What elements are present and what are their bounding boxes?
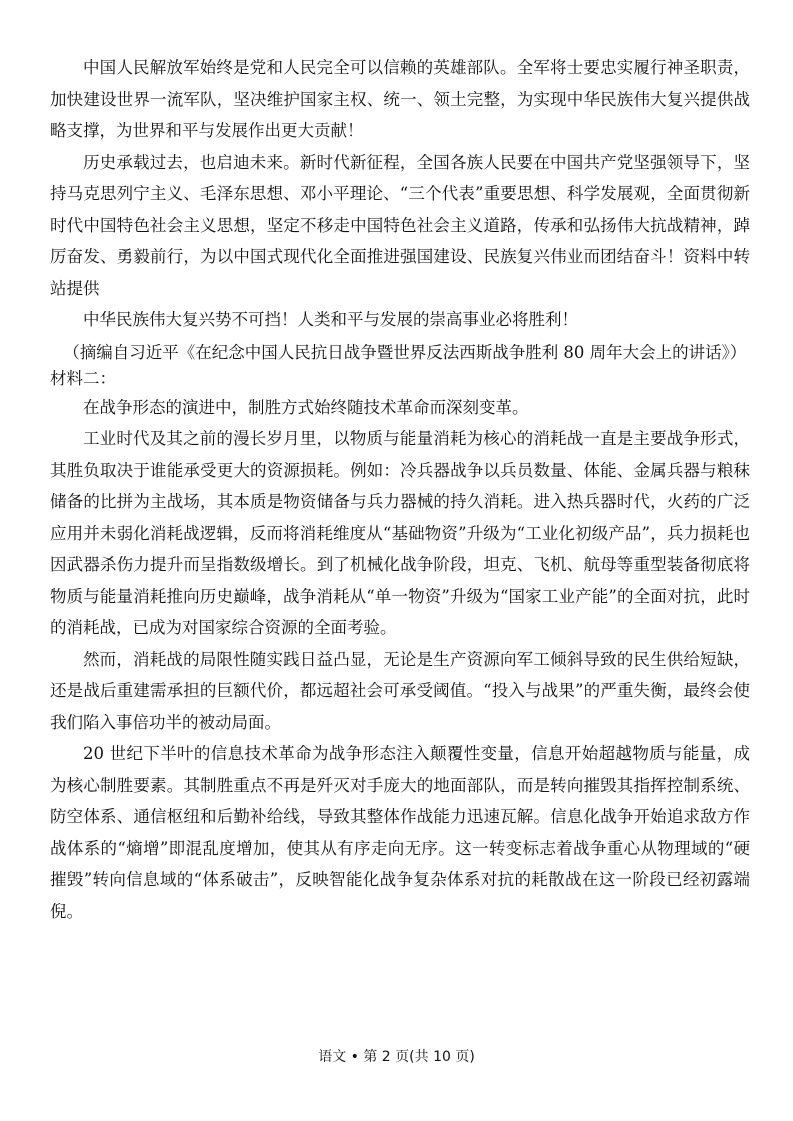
paragraph-pla: 中国人民解放军始终是党和人民完全可以信赖的英雄部队。全军将士要忠实履行神圣职责，加快建设世界一流军队，坚决维护国家主权、统一、领土完整，为实现中华民族伟大复兴提供战略支撑，为世界和平与发展作出更大贡献！ — [50, 58, 750, 140]
paragraph-history: 历史承载过去，也启迪未来。新时代新征程，全国各族人民要在中国共产党坚强领导下，坚持马克思列宁主义、毛泽东思想、邓小平理论、“三个代表”重要思想、科学发展观，全面贯彻新时代中国特色社会主义思想，坚定不移走中国特色社会主义道路，传承和弘扬伟大抗战精神，踔厉奋发、勇毅前行，为以中国式现代化全面推进强国建设、民族复兴伟业而团结奋斗！资料中转站提供 — [50, 152, 750, 298]
paragraph-attrition-limits: 然而，消耗战的局限性随实践日益凸显，无论是生产资源向军工倾斜导致的民生供给短缺，还是战后重建需承担的巨额代价，都远超社会可承受阈值。“投入与战果”的严重失衡，最终会使我们陷入事倍功半的被动局面。 — [50, 649, 750, 732]
paragraph-attrition-warfare: 工业时代及其之前的漫长岁月里，以物质与能量消耗为核心的消耗战一直是主要战争形式，其胜负取决于谁能承受更大的资源损耗。例如：冷兵器战争以兵员数量、体能、金属兵器与粮秣储备的比拼为主战场，其本质是物资储备与兵力器械的持久消耗。进入热兵器时代，火药的广泛应用并未弱化消耗战逻辑，反而将消耗维度从“基础物资”升级为“工业化初级产品”，兵力损耗也因武器杀伤力提升而呈指数级增长。到了机械化战争阶段，坦克、飞机、航母等重型装备彻底将物质与能量消耗推向历史巅峰，战争消耗从“单一物资”升级为“国家工业产能”的全面对抗，此时的消耗战，已成为对国家综合资源的全面考验。 — [50, 429, 750, 637]
source-citation: （摘编自习近平《在纪念中国人民抗日战争暨世界反法西斯战争胜利 80 周年大会上的讲话》） — [63, 342, 747, 362]
page-footer: 语文 • 第 2 页(共 10 页) — [318, 1049, 475, 1065]
material-two-heading: 材料二： — [50, 368, 116, 388]
paragraph-information-revolution: 20 世纪下半叶的信息技术革命为战争形态注入颠覆性变量，信息开始超越物质与能量，成为核心制胜要素。其制胜重点不再是歼灭对手庞大的地面部队，而是转向摧毁其指挥控制系统、防空体系、通信枢纽和后勤补给线，导致其整体作战能力迅速瓦解。信息化战争开始追求敌方作战体系的“熵增”即混乱度增加，使其从有序走向无序。这一转变标志着战争重心从物理域的“硬摧毁”转向信息域的“体系破击”，反映智能化战争复杂体系对抗的耗散战在这一阶段已经初露端倪。 — [50, 744, 750, 921]
paragraph-rejuvenation: 中华民族伟大复兴势不可挡！人类和平与发展的崇高事业必将胜利！ — [83, 310, 578, 329]
paragraph-warfare-evolution: 在战争形态的演进中，制胜方式始终随技术革命而深刻变革。 — [83, 397, 529, 417]
document-page — [50, 52, 750, 927]
